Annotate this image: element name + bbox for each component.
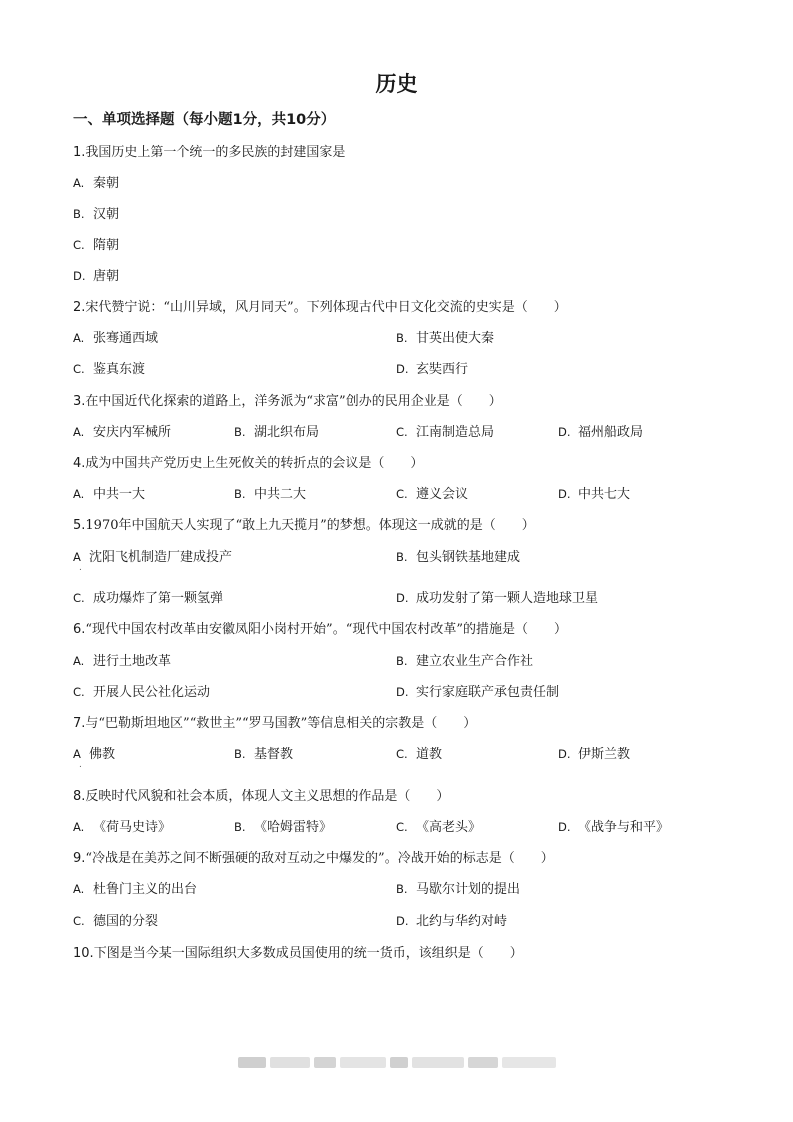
option-3b[interactable] <box>234 421 319 440</box>
option-text: 《哈姆雷特》 <box>254 820 333 835</box>
option-text: 包头钢铁基地建成 <box>416 550 521 565</box>
option-text: 福州船政局 <box>578 425 644 440</box>
option-letter: B. <box>396 882 408 896</box>
option-letter: B. <box>396 654 408 668</box>
option-6a[interactable] <box>73 650 171 669</box>
option-text: 成功爆炸了第一颗氢弹 <box>93 591 224 606</box>
question-8 <box>73 785 449 804</box>
option-6d[interactable] <box>396 681 559 700</box>
option-text: 甘英出使大秦 <box>416 331 495 346</box>
option-letter: B. <box>234 487 246 501</box>
option-text: 安庆内军械所 <box>93 425 172 440</box>
option-letter: D. <box>396 362 409 376</box>
option-letter: A <box>73 550 81 564</box>
option-5d[interactable] <box>396 587 598 606</box>
option-8c[interactable] <box>396 816 481 835</box>
option-text: 江南制造总局 <box>416 425 495 440</box>
option-letter: D. <box>558 487 571 501</box>
question-number: 9. <box>73 851 86 866</box>
question-number: 2. <box>73 300 86 315</box>
question-text: 1970年中国航天人实现了“敢上九天揽月”的梦想。体现这一成就的是（ ） <box>85 518 535 533</box>
option-letter: C. <box>396 425 408 439</box>
option-letter: A. <box>73 176 85 190</box>
option-letter: D. <box>396 591 409 605</box>
section-heading: 一、单项选择题（每小题1分，共10分） <box>73 112 336 128</box>
question-number: 3. <box>73 394 86 409</box>
option-text: 秦朝 <box>93 176 120 191</box>
option-2a[interactable] <box>73 327 158 346</box>
option-letter: A <box>73 747 81 761</box>
option-letter: D. <box>558 820 571 834</box>
option-letter: D. <box>396 685 409 699</box>
question-text: “现代中国农村改革由安徽凤阳小岗村开始”。“现代中国农村改革”的措施是（ ） <box>85 622 567 637</box>
option-letter: C. <box>396 747 408 761</box>
option-text: 北约与华约对峙 <box>416 914 508 929</box>
question-number: 4. <box>73 456 86 471</box>
option-2c[interactable] <box>73 358 145 377</box>
option-text: 《荷马史诗》 <box>93 820 172 835</box>
question-7 <box>73 712 476 731</box>
option-text: 实行家庭联产承包责任制 <box>416 685 560 700</box>
question-6 <box>73 618 567 637</box>
period-mark: . <box>79 760 82 770</box>
option-2d[interactable] <box>396 358 468 377</box>
option-text: 隋朝 <box>93 238 120 253</box>
question-5 <box>73 514 535 533</box>
option-text: 遵义会议 <box>416 487 469 502</box>
option-letter: C. <box>73 362 85 376</box>
option-text: 中共七大 <box>578 487 631 502</box>
question-text: 在中国近代化探索的道路上，洋务派为“求富”创办的民用企业是（ ） <box>85 394 502 409</box>
option-letter: D. <box>73 269 86 283</box>
option-8a[interactable] <box>73 816 171 835</box>
option-text: 玄奘西行 <box>416 362 469 377</box>
question-1 <box>73 141 345 160</box>
option-4b[interactable] <box>234 483 306 502</box>
option-letter: A. <box>73 882 85 896</box>
question-text: 我国历史上第一个统一的多民族的封建国家是 <box>85 145 346 160</box>
option-5b[interactable] <box>396 546 520 565</box>
question-number: 5. <box>73 518 86 533</box>
option-text: 湖北织布局 <box>254 425 320 440</box>
option-text: 唐朝 <box>93 269 120 284</box>
option-letter: A. <box>73 425 85 439</box>
option-letter: A. <box>73 331 85 345</box>
option-4a[interactable] <box>73 483 145 502</box>
option-text: 《高老头》 <box>416 820 482 835</box>
option-letter: B. <box>234 425 246 439</box>
option-letter: D. <box>558 425 571 439</box>
option-4d[interactable] <box>558 483 630 502</box>
option-letter: C. <box>73 685 85 699</box>
option-5a[interactable] <box>73 546 232 565</box>
question-number: 6. <box>73 622 86 637</box>
option-text: 《战争与和平》 <box>578 820 670 835</box>
option-letter: D. <box>396 914 409 928</box>
option-9a[interactable] <box>73 878 197 897</box>
option-letter: C. <box>396 487 408 501</box>
option-letter: D. <box>558 747 571 761</box>
question-3 <box>73 390 502 409</box>
option-text: 建立农业生产合作社 <box>416 654 534 669</box>
option-letter: C. <box>73 914 85 928</box>
option-9d[interactable] <box>396 910 507 929</box>
option-3d[interactable] <box>558 421 643 440</box>
option-text: 伊斯兰教 <box>578 747 631 762</box>
period-mark: . <box>79 563 82 573</box>
option-letter: A. <box>73 820 85 834</box>
option-6b[interactable] <box>396 650 533 669</box>
option-text: 杜鲁门主义的出台 <box>93 882 198 897</box>
question-number: 8. <box>73 789 86 804</box>
question-10 <box>73 942 523 961</box>
option-letter: B. <box>234 820 246 834</box>
option-3a[interactable] <box>73 421 171 440</box>
question-text: 宋代赞宁说：“山川异域，风月同天”。下列体现古代中日文化交流的史实是（ ） <box>85 300 567 315</box>
option-5c[interactable] <box>73 587 223 606</box>
option-letter: C. <box>73 591 85 605</box>
question-text: 成为中国共产党历史上生死攸关的转折点的会议是（ ） <box>85 456 424 471</box>
option-text: 汉朝 <box>93 207 120 222</box>
question-number: 1. <box>73 145 86 160</box>
question-text: “冷战是在美苏之间不断强硬的敌对互动之中爆发的”。冷战开始的标志是（ ） <box>85 851 554 866</box>
option-8b[interactable] <box>234 816 332 835</box>
option-letter: C. <box>73 238 85 252</box>
option-text: 基督教 <box>254 747 294 762</box>
option-7b[interactable] <box>234 743 293 762</box>
option-letter: B. <box>73 207 85 221</box>
option-3c[interactable] <box>396 421 494 440</box>
page-title: 历史 <box>375 72 418 96</box>
option-1a[interactable] <box>73 172 119 191</box>
question-text: 下图是当今某一国际组织大多数成员国使用的统一货币，该组织是（ ） <box>93 946 523 961</box>
option-8d[interactable] <box>558 816 669 835</box>
option-text: 进行土地改革 <box>93 654 172 669</box>
option-4c[interactable] <box>396 483 468 502</box>
option-text: 道教 <box>416 747 443 762</box>
option-text: 张骞通西域 <box>93 331 159 346</box>
option-2b[interactable] <box>396 327 494 346</box>
option-text: 德国的分裂 <box>93 914 159 929</box>
option-letter: B. <box>396 331 408 345</box>
option-9b[interactable] <box>396 878 520 897</box>
question-text: 反映时代风貌和社会本质，体现人文主义思想的作品是（ ） <box>85 789 450 804</box>
option-text: 马歇尔计划的提出 <box>416 882 521 897</box>
option-letter: B. <box>396 550 408 564</box>
option-text: 开展人民公社化运动 <box>93 685 211 700</box>
option-9c[interactable] <box>73 910 158 929</box>
question-2 <box>73 296 567 315</box>
option-text: 中共一大 <box>93 487 146 502</box>
option-6c[interactable] <box>73 681 210 700</box>
question-number: 7. <box>73 716 86 731</box>
option-text: 鉴真东渡 <box>93 362 146 377</box>
option-1c[interactable] <box>73 234 119 253</box>
question-text: 与“巴勒斯坦地区”“救世主”“罗马国教”等信息相关的宗教是（ ） <box>85 716 477 731</box>
option-1d[interactable] <box>73 265 119 284</box>
option-text: 中共二大 <box>254 487 307 502</box>
option-letter: A. <box>73 654 85 668</box>
question-9 <box>73 847 554 866</box>
question-number: 10. <box>73 946 94 961</box>
option-text: 沈阳飞机制造厂建成投产 <box>89 550 233 565</box>
option-letter: C. <box>396 820 408 834</box>
question-4 <box>73 452 423 471</box>
option-7d[interactable] <box>558 743 630 762</box>
blurred-footer-watermark <box>238 1054 556 1070</box>
option-text: 佛教 <box>89 747 116 762</box>
option-letter: B. <box>234 747 246 761</box>
option-text: 成功发射了第一颗人造地球卫星 <box>416 591 599 606</box>
option-7c[interactable] <box>396 743 442 762</box>
option-1b[interactable] <box>73 203 119 222</box>
option-letter: A. <box>73 487 85 501</box>
